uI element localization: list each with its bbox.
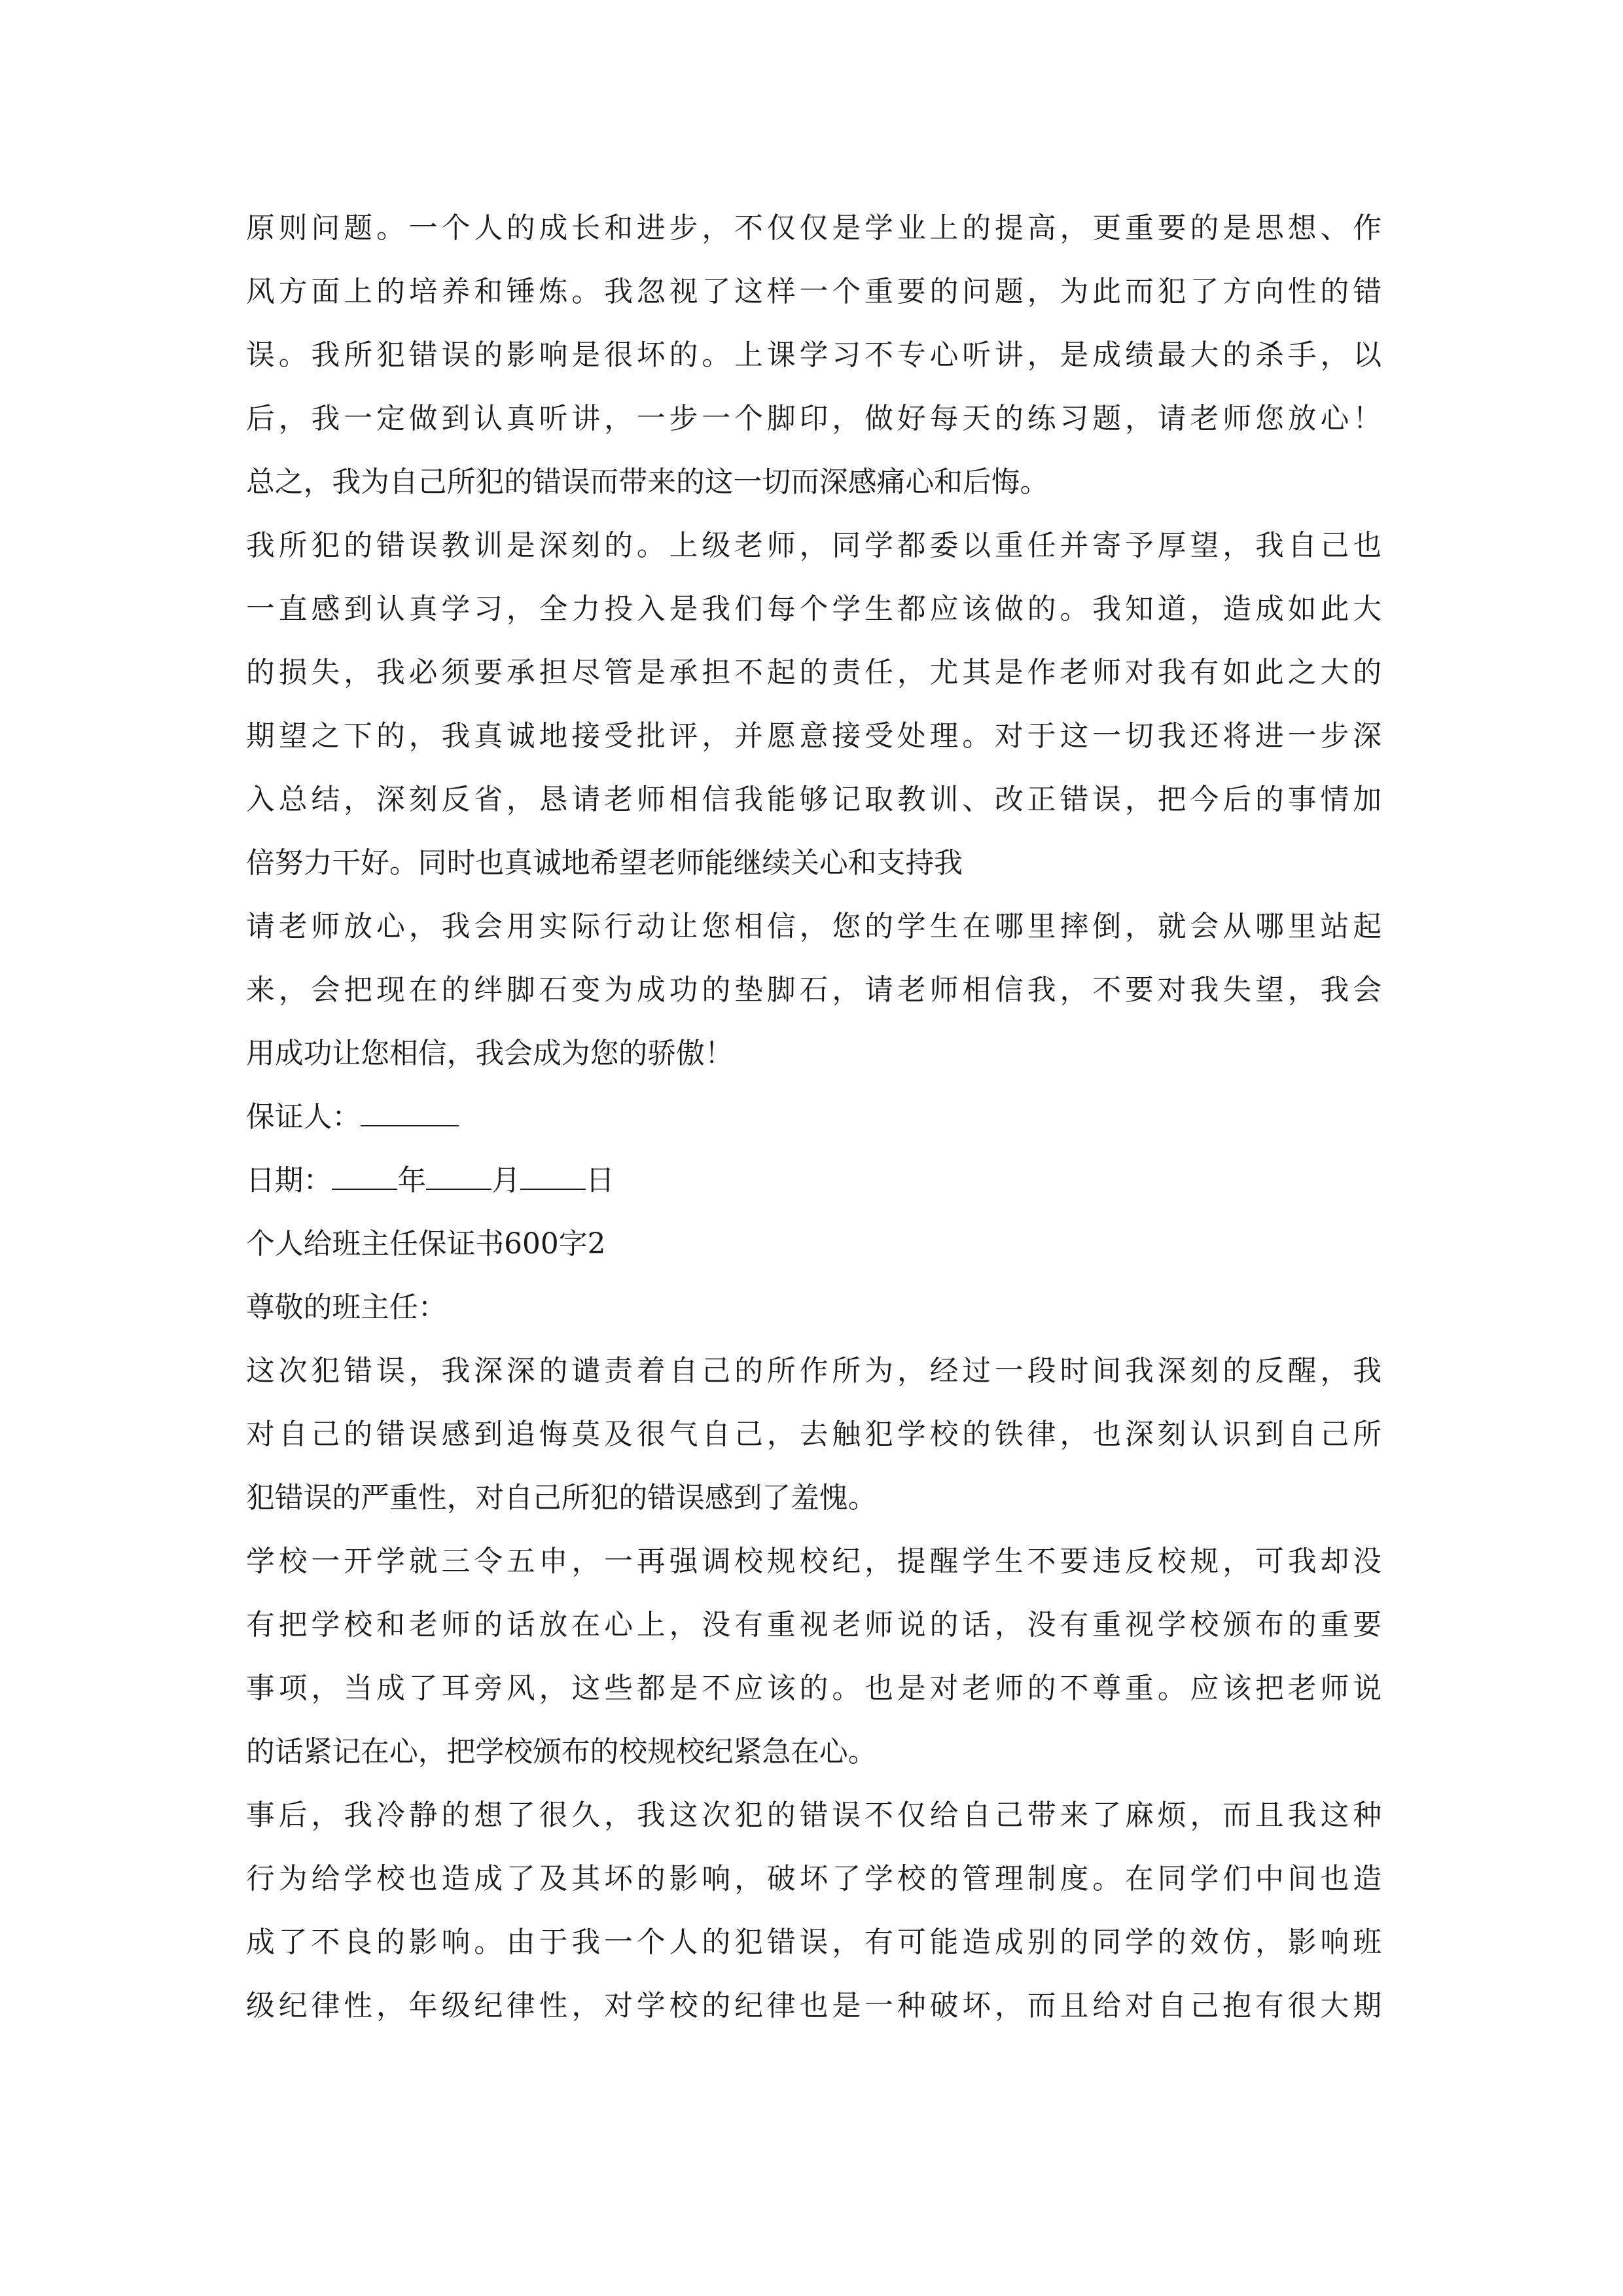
- text-line: 学校一开学就三令五申，一再强调校规校纪，提醒学生不要违反校规，可我却没: [246, 1545, 1382, 1578]
- text-line: 尊敬的班主任：: [246, 1291, 447, 1324]
- text-line: 对自己的错误感到追悔莫及很气自己，去触犯学校的铁律，也深刻认识到自己所: [246, 1418, 1382, 1451]
- date-month-label: 月: [491, 1164, 520, 1197]
- signature-label: 保证人：: [246, 1100, 361, 1134]
- text-line: 一直感到认真学习，全力投入是我们每个学生都应该做的。我知道，造成如此大: [246, 592, 1382, 626]
- text-line: 入总结，深刻反省，恳请老师相信我能够记取教训、改正错误，把今后的事情加: [246, 783, 1382, 816]
- text-line: 用成功让您相信，我会成为您的骄傲！: [246, 1037, 734, 1070]
- text-line: 我所犯的错误教训是深刻的。上级老师，同学都委以重任并寄予厚望，我自己也: [246, 529, 1382, 562]
- text-line: 成了不良的影响。由于我一个人的犯错误，有可能造成别的同学的效仿，影响班: [246, 1926, 1382, 1959]
- date-year-blank: [332, 1162, 397, 1190]
- text-line: 期望之下的，我真诚地接受批评，并愿意接受处理。对于这一切我还将进一步深: [246, 719, 1382, 753]
- date-day-blank: [520, 1162, 586, 1190]
- signature-blank: [361, 1099, 459, 1126]
- date-day-label: 日: [585, 1164, 615, 1197]
- text-line: 犯错误的严重性，对自己所犯的错误感到了羞愧。: [246, 1481, 877, 1515]
- date-month-blank: [426, 1162, 491, 1190]
- text-line: 级纪律性，年级纪律性，对学校的纪律也是一种破坏，而且给对自己抱有很大期: [246, 1989, 1382, 2022]
- text-line: 这次犯错误，我深深的谴责着自己的所作所为，经过一段时间我深刻的反醒，我: [246, 1354, 1382, 1388]
- text-line: 有把学校和老师的话放在心上，没有重视老师说的话，没有重视学校颁布的重要: [246, 1608, 1382, 1641]
- signature-line: [246, 1085, 1382, 1149]
- date-year-label: 年: [397, 1164, 427, 1197]
- text-line: 误。我所犯错误的影响是很坏的。上课学习不专心听讲，是成绩最大的杀手，以: [246, 338, 1382, 372]
- text-line: 风方面上的培养和锤炼。我忽视了这样一个重要的问题，为此而犯了方向性的错: [246, 275, 1382, 308]
- text-line: 的话紧记在心，把学校颁布的校规校纪紧急在心。: [246, 1735, 877, 1768]
- section-title: 个人给班主任保证书600字2: [246, 1227, 606, 1261]
- text-line: 请老师放心，我会用实际行动让您相信，您的学生在哪里摔倒，就会从哪里站起: [246, 910, 1382, 943]
- date-label: 日期：: [246, 1164, 332, 1197]
- document-body: [246, 196, 1382, 2037]
- text-line: 的损失，我必须要承担尽管是承担不起的责任，尤其是作老师对我有如此之大的: [246, 656, 1382, 689]
- date-line: [246, 1149, 1382, 1212]
- text-line: 行为给学校也造成了及其坏的影响，破坏了学校的管理制度。在同学们中间也造: [246, 1862, 1382, 1895]
- text-line: 倍努力干好。同时也真诚地希望老师能继续关心和支持我: [246, 846, 963, 880]
- text-line: 事项，当成了耳旁风，这些都是不应该的。也是对老师的不尊重。应该把老师说: [246, 1672, 1382, 1705]
- text-line: 后，我一定做到认真听讲，一步一个脚印，做好每天的练习题，请老师您放心！: [246, 402, 1382, 435]
- text-line: 原则问题。一个人的成长和进步，不仅仅是学业上的提高，更重要的是思想、作: [246, 211, 1382, 245]
- text-line: 事后，我冷静的想了很久，我这次犯的错误不仅给自己带来了麻烦，而且我这种: [246, 1799, 1382, 1832]
- text-line: 总之，我为自己所犯的错误而带来的这一切而深感痛心和后悔。: [246, 465, 1049, 499]
- text-line: 来，会把现在的绊脚石变为成功的垫脚石，请老师相信我，不要对我失望，我会: [246, 973, 1382, 1007]
